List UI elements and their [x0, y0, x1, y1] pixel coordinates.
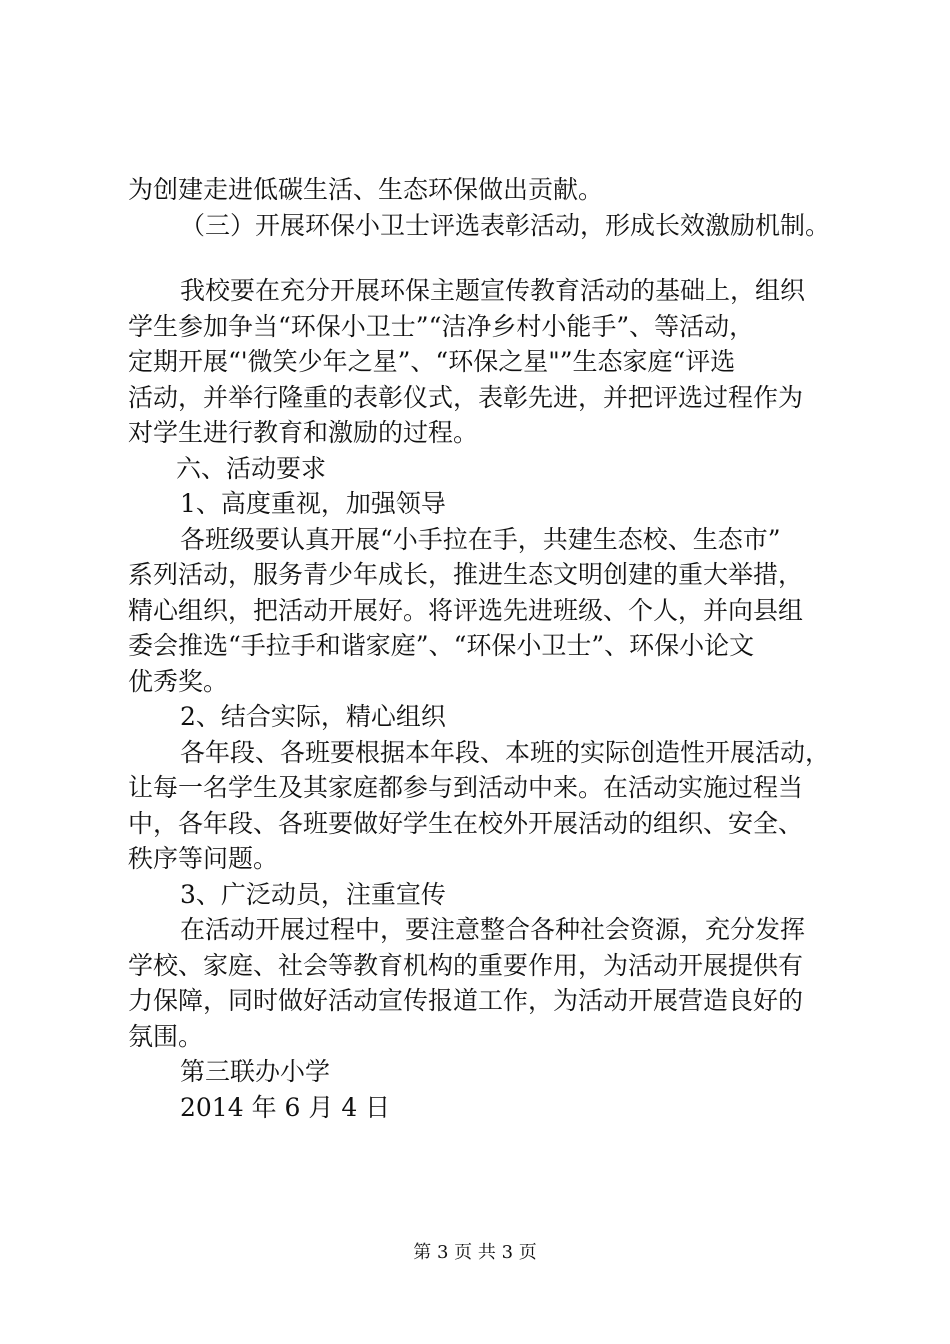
- paragraph-line: 秩序等问题。: [128, 844, 279, 873]
- paragraph-line: 各年段、各班要根据本年段、本班的实际创造性开展活动，: [180, 737, 831, 767]
- section-heading-3: （三）开展环保小卫士评选表彰活动，形成长效激励机制。: [180, 210, 831, 240]
- paragraph-line: 学校、家庭、社会等教育机构的重要作用，为活动开展提供有: [128, 950, 804, 980]
- signature-school: 第三联办小学: [180, 1057, 331, 1086]
- paragraph-line: 系列活动，服务青少年成长，推进生态文明创建的重大举措，: [128, 560, 804, 589]
- subheading-2: 2、结合实际，精心组织: [180, 702, 446, 731]
- paragraph-line: 对学生进行教育和激励的过程。: [128, 418, 479, 447]
- paragraph-line: 氛围。: [128, 1021, 204, 1051]
- paragraph-line: 学生参加争当“环保小卫士”“洁净乡村小能手”、等活动，: [128, 311, 755, 341]
- paragraph-line: 优秀奖。: [128, 666, 229, 696]
- paragraph-line: 力保障，同时做好活动宣传报道工作，为活动开展营造良好的: [128, 986, 804, 1015]
- paragraph-line: 活动，并举行隆重的表彰仪式，表彰先进，并把评选过程作为: [128, 382, 804, 412]
- signature-date: 2014 年 6 月 4 日: [180, 1092, 391, 1122]
- paragraph-line: 定期开展“'微笑少年之星”、“环保之星"”生态家庭“评选: [128, 347, 736, 376]
- section-heading-6: 六、活动要求: [176, 453, 327, 483]
- subheading-1: 1、高度重视，加强领导: [180, 489, 446, 518]
- paragraph-line: 委会推选“手拉手和谐家庭”、“环保小卫士”、环保小论文: [128, 631, 755, 660]
- subheading-3: 3、广泛动员，注重宣传: [180, 879, 446, 909]
- paragraph-line: 让每一名学生及其家庭都参与到活动中来。在活动实施过程当: [128, 773, 804, 802]
- paragraph-line: 我校要在充分开展环保主题宣传教育活动的基础上，组织: [180, 276, 806, 305]
- paragraph-line: 中，各年段、各班要做好学生在校外开展活动的组织、安全、: [128, 808, 804, 838]
- paragraph-line: 为创建走进低碳生活、生态环保做出贡献。: [128, 175, 604, 204]
- paragraph-line: 各班级要认真开展“小手拉在手，共建生态校、生态市”: [180, 524, 781, 554]
- page-number-footer: 第 3 页 共 3 页: [413, 1242, 537, 1263]
- document-body: [128, 172, 840, 1125]
- paragraph-line: 在活动开展过程中，要注意整合各种社会资源，充分发挥: [180, 915, 806, 944]
- paragraph-line: 精心组织，把活动开展好。将评选先进班级、个人，并向县组: [128, 595, 804, 625]
